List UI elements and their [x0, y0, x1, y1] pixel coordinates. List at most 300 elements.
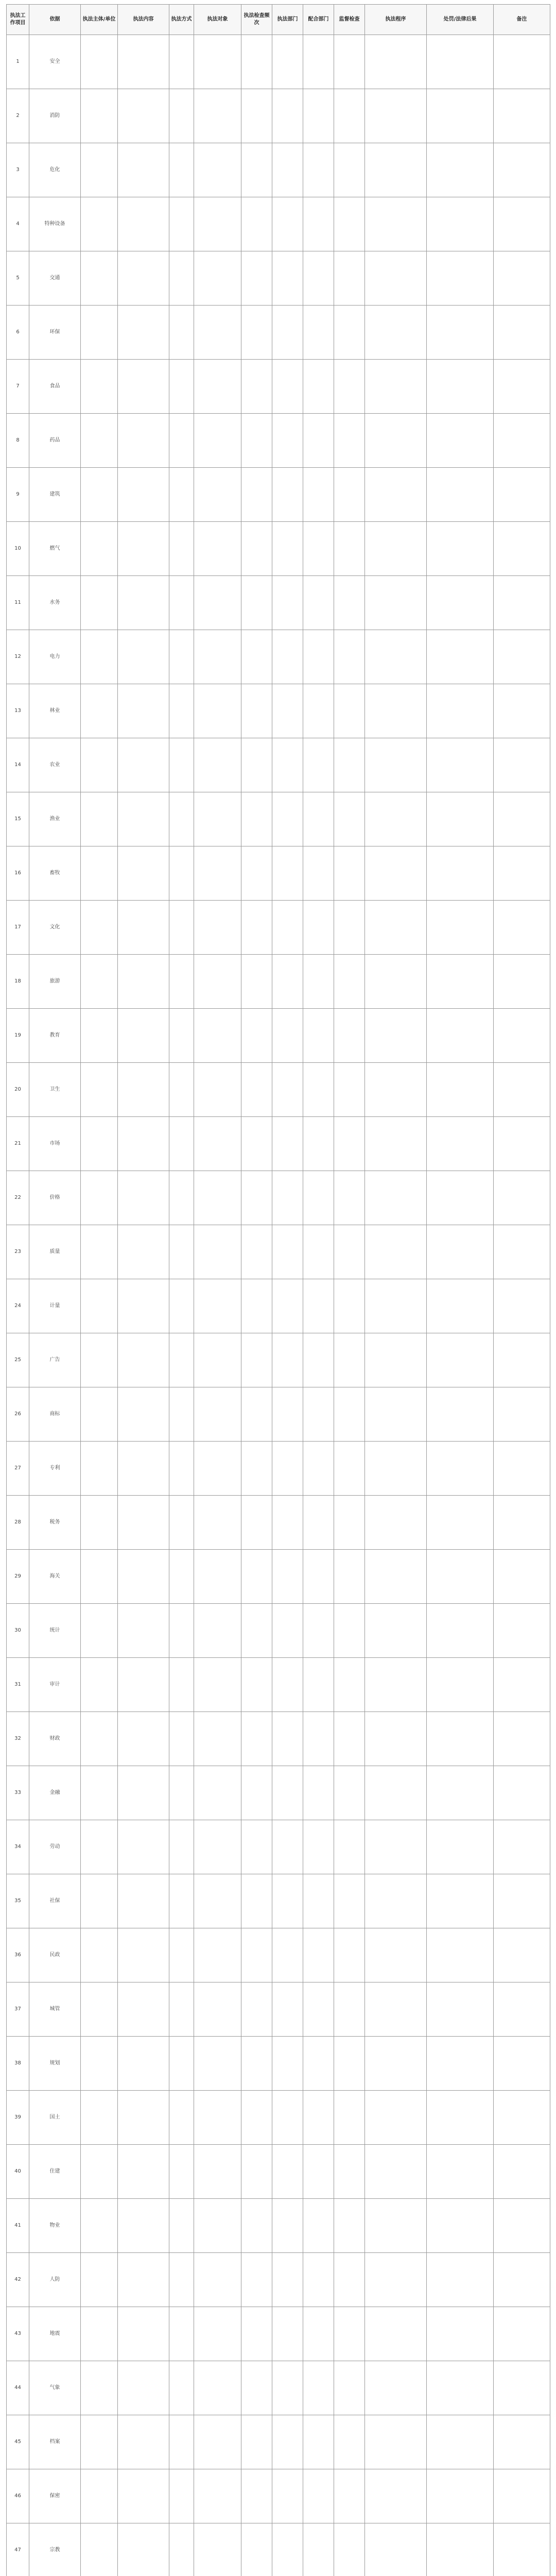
table-cell	[194, 2253, 241, 2307]
table-cell	[303, 143, 334, 197]
table-row	[7, 360, 550, 414]
table-cell	[427, 2361, 494, 2415]
table-cell	[118, 576, 169, 630]
table-cell	[427, 1333, 494, 1387]
table-cell	[334, 35, 365, 89]
table-cell	[494, 1496, 550, 1550]
table-cell	[272, 1333, 303, 1387]
row-number: 11	[7, 576, 29, 630]
table-cell	[365, 1658, 427, 1712]
table-cell	[334, 792, 365, 846]
table-cell	[118, 1766, 169, 1820]
table-cell	[427, 2091, 494, 2145]
table-cell	[334, 1063, 365, 1117]
row-name: 地震	[29, 2307, 81, 2361]
table-cell	[272, 522, 303, 576]
table-cell	[427, 2415, 494, 2469]
row-name: 统计	[29, 1604, 81, 1658]
row-number: 33	[7, 1766, 29, 1820]
table-cell	[365, 251, 427, 306]
table-cell	[241, 1766, 272, 1820]
table-cell	[241, 1171, 272, 1225]
table-cell	[365, 1442, 427, 1496]
row-name: 档案	[29, 2415, 81, 2469]
table-cell	[81, 2037, 118, 2091]
row-number: 34	[7, 1820, 29, 1874]
table-cell	[118, 2469, 169, 2523]
table-cell	[194, 846, 241, 901]
column-header: 执法对象	[194, 5, 241, 35]
row-name: 社保	[29, 1874, 81, 1928]
table-cell	[241, 1117, 272, 1171]
table-cell	[241, 35, 272, 89]
table-cell	[169, 414, 194, 468]
row-name: 审计	[29, 1658, 81, 1712]
table-cell	[272, 1604, 303, 1658]
table-cell	[241, 901, 272, 955]
table-cell	[241, 1279, 272, 1333]
row-name: 劳动	[29, 1820, 81, 1874]
table-cell	[241, 1387, 272, 1442]
row-name: 林业	[29, 684, 81, 738]
table-cell	[494, 2253, 550, 2307]
row-number: 2	[7, 89, 29, 143]
table-cell	[169, 2523, 194, 2576]
table-cell	[169, 1604, 194, 1658]
table-cell	[334, 1225, 365, 1279]
table-row	[7, 2253, 550, 2307]
row-number: 24	[7, 1279, 29, 1333]
table-cell	[194, 2415, 241, 2469]
table-cell	[494, 251, 550, 306]
table-cell	[334, 955, 365, 1009]
table-cell	[365, 89, 427, 143]
table-cell	[272, 792, 303, 846]
table-cell	[241, 143, 272, 197]
table-cell	[81, 251, 118, 306]
table-row	[7, 89, 550, 143]
table-cell	[241, 1496, 272, 1550]
table-cell	[427, 1225, 494, 1279]
table-cell	[81, 1874, 118, 1928]
table-cell	[118, 1604, 169, 1658]
table-cell	[241, 2199, 272, 2253]
table-cell	[81, 1333, 118, 1387]
table-cell	[494, 2091, 550, 2145]
table-cell	[118, 1496, 169, 1550]
table-cell	[365, 1279, 427, 1333]
table-cell	[272, 1820, 303, 1874]
table-cell	[81, 1009, 118, 1063]
table-cell	[427, 630, 494, 684]
table-cell	[494, 468, 550, 522]
table-cell	[494, 1225, 550, 1279]
table-cell	[303, 738, 334, 792]
table-cell	[365, 738, 427, 792]
table-cell	[81, 576, 118, 630]
row-name: 畜牧	[29, 846, 81, 901]
table-cell	[303, 684, 334, 738]
table-row	[7, 468, 550, 522]
table-cell	[365, 1009, 427, 1063]
table-row	[7, 1225, 550, 1279]
table-cell	[241, 306, 272, 360]
table-cell	[81, 1712, 118, 1766]
table-cell	[334, 1550, 365, 1604]
table-cell	[194, 414, 241, 468]
table-cell	[427, 306, 494, 360]
table-cell	[118, 684, 169, 738]
table-cell	[81, 846, 118, 901]
table-cell	[303, 1442, 334, 1496]
table-cell	[365, 1820, 427, 1874]
table-cell	[272, 1658, 303, 1712]
table-cell	[272, 2361, 303, 2415]
row-name: 财政	[29, 1712, 81, 1766]
table-cell	[303, 360, 334, 414]
table-cell	[427, 522, 494, 576]
table-row	[7, 1496, 550, 1550]
table-row	[7, 1766, 550, 1820]
table-cell	[241, 2037, 272, 2091]
table-cell	[334, 2037, 365, 2091]
table-cell	[169, 738, 194, 792]
table-cell	[365, 414, 427, 468]
table-cell	[494, 1333, 550, 1387]
table-cell	[169, 2199, 194, 2253]
table-cell	[427, 414, 494, 468]
table-cell	[303, 1550, 334, 1604]
table-cell	[194, 2145, 241, 2199]
table-row	[7, 1279, 550, 1333]
table-row	[7, 576, 550, 630]
table-cell	[118, 955, 169, 1009]
table-cell	[81, 1279, 118, 1333]
row-name: 消防	[29, 89, 81, 143]
table-cell	[81, 2361, 118, 2415]
table-cell	[272, 1442, 303, 1496]
table-cell	[427, 2253, 494, 2307]
table-cell	[169, 1658, 194, 1712]
table-cell	[494, 1820, 550, 1874]
table-cell	[494, 35, 550, 89]
table-cell	[272, 1171, 303, 1225]
table-cell	[241, 1550, 272, 1604]
row-number: 9	[7, 468, 29, 522]
table-cell	[303, 630, 334, 684]
row-number: 25	[7, 1333, 29, 1387]
row-name: 计量	[29, 1279, 81, 1333]
table-cell	[169, 251, 194, 306]
table-cell	[81, 2523, 118, 2576]
table-cell	[118, 89, 169, 143]
table-cell	[334, 1171, 365, 1225]
table-cell	[194, 1928, 241, 1982]
table-cell	[303, 1874, 334, 1928]
table-cell	[427, 1279, 494, 1333]
table-cell	[81, 1658, 118, 1712]
table-cell	[334, 468, 365, 522]
table-cell	[365, 306, 427, 360]
row-name: 食品	[29, 360, 81, 414]
table-cell	[272, 1712, 303, 1766]
table-cell	[81, 792, 118, 846]
table-cell	[494, 89, 550, 143]
table-cell	[427, 1874, 494, 1928]
table-row	[7, 2307, 550, 2361]
table-cell	[427, 1387, 494, 1442]
table-cell	[169, 2469, 194, 2523]
table-cell	[427, 468, 494, 522]
table-cell	[169, 1171, 194, 1225]
table-cell	[272, 360, 303, 414]
table-cell	[303, 197, 334, 251]
table-cell	[194, 1225, 241, 1279]
table-cell	[272, 1766, 303, 1820]
table-row	[7, 522, 550, 576]
table-cell	[334, 1982, 365, 2037]
table-cell	[427, 1928, 494, 1982]
table-cell	[169, 2253, 194, 2307]
table-cell	[427, 2037, 494, 2091]
table-cell	[427, 792, 494, 846]
table-cell	[169, 1442, 194, 1496]
table-cell	[241, 955, 272, 1009]
table-cell	[169, 1820, 194, 1874]
table-cell	[81, 414, 118, 468]
table-cell	[334, 576, 365, 630]
table-cell	[494, 630, 550, 684]
table-cell	[494, 684, 550, 738]
table-cell	[241, 2361, 272, 2415]
row-number: 31	[7, 1658, 29, 1712]
row-name: 交通	[29, 251, 81, 306]
table-cell	[365, 1063, 427, 1117]
table-cell	[272, 738, 303, 792]
table-cell	[334, 2253, 365, 2307]
table-cell	[169, 1496, 194, 1550]
row-name: 人防	[29, 2253, 81, 2307]
table-cell	[194, 1982, 241, 2037]
table-row	[7, 1712, 550, 1766]
table-cell	[118, 2253, 169, 2307]
table-cell	[118, 414, 169, 468]
table-cell	[169, 2145, 194, 2199]
table-cell	[303, 1387, 334, 1442]
row-name: 电力	[29, 630, 81, 684]
column-header: 备注	[494, 5, 550, 35]
table-cell	[241, 1712, 272, 1766]
table-cell	[303, 2469, 334, 2523]
table-cell	[494, 1712, 550, 1766]
table-cell	[303, 2145, 334, 2199]
table-row	[7, 1009, 550, 1063]
table-cell	[334, 143, 365, 197]
table-cell	[303, 1928, 334, 1982]
table-cell	[334, 2199, 365, 2253]
row-name: 文化	[29, 901, 81, 955]
table-cell	[334, 1766, 365, 1820]
table-cell	[334, 2469, 365, 2523]
row-number: 16	[7, 846, 29, 901]
row-number: 43	[7, 2307, 29, 2361]
table-cell	[494, 2415, 550, 2469]
table-cell	[272, 1874, 303, 1928]
table-cell	[118, 792, 169, 846]
table-cell	[303, 522, 334, 576]
table-row	[7, 2415, 550, 2469]
table-cell	[81, 955, 118, 1009]
table-cell	[494, 2145, 550, 2199]
table-cell	[169, 1009, 194, 1063]
table-cell	[427, 1117, 494, 1171]
table-cell	[241, 1658, 272, 1712]
row-number: 30	[7, 1604, 29, 1658]
column-header: 执法部门	[272, 5, 303, 35]
table-cell	[118, 2415, 169, 2469]
table-cell	[365, 2523, 427, 2576]
table-cell	[194, 2037, 241, 2091]
table-row	[7, 2523, 550, 2576]
table-cell	[241, 1820, 272, 1874]
table-cell	[427, 1604, 494, 1658]
table-row	[7, 2199, 550, 2253]
table-row	[7, 1117, 550, 1171]
table-cell	[365, 1387, 427, 1442]
table-cell	[118, 1928, 169, 1982]
column-header: 依据	[29, 5, 81, 35]
table-cell	[81, 1171, 118, 1225]
table-cell	[334, 1496, 365, 1550]
table-cell	[81, 35, 118, 89]
table-cell	[303, 2037, 334, 2091]
row-name: 物业	[29, 2199, 81, 2253]
table-row	[7, 738, 550, 792]
table-cell	[303, 35, 334, 89]
table-cell	[272, 143, 303, 197]
row-name: 专利	[29, 1442, 81, 1496]
row-number: 13	[7, 684, 29, 738]
table-cell	[494, 2523, 550, 2576]
table-cell	[81, 306, 118, 360]
table-cell	[272, 468, 303, 522]
table-cell	[272, 251, 303, 306]
table-cell	[118, 1117, 169, 1171]
table-cell	[427, 684, 494, 738]
table-cell	[365, 576, 427, 630]
row-name: 价格	[29, 1171, 81, 1225]
table-cell	[365, 2469, 427, 2523]
table-cell	[194, 1550, 241, 1604]
table-cell	[241, 360, 272, 414]
table-cell	[494, 846, 550, 901]
table-cell	[494, 2307, 550, 2361]
row-name: 质量	[29, 1225, 81, 1279]
table-cell	[303, 2199, 334, 2253]
table-cell	[81, 1928, 118, 1982]
table-cell	[241, 738, 272, 792]
table-cell	[494, 1874, 550, 1928]
table-row	[7, 1442, 550, 1496]
table-cell	[81, 684, 118, 738]
regulation-table-sheet	[6, 4, 550, 2576]
row-number: 45	[7, 2415, 29, 2469]
table-cell	[365, 468, 427, 522]
table-cell	[272, 2253, 303, 2307]
table-cell	[241, 2307, 272, 2361]
table-row	[7, 846, 550, 901]
table-cell	[169, 1550, 194, 1604]
column-header: 配合部门	[303, 5, 334, 35]
table-cell	[169, 143, 194, 197]
table-cell	[334, 2361, 365, 2415]
table-cell	[303, 468, 334, 522]
table-cell	[118, 1009, 169, 1063]
table-cell	[303, 1496, 334, 1550]
row-name: 卫生	[29, 1063, 81, 1117]
table-row	[7, 1820, 550, 1874]
table-cell	[334, 251, 365, 306]
table-cell	[241, 2469, 272, 2523]
table-cell	[241, 2415, 272, 2469]
table-cell	[241, 1874, 272, 1928]
table-cell	[272, 1063, 303, 1117]
table-cell	[427, 1171, 494, 1225]
table-cell	[194, 1766, 241, 1820]
table-cell	[169, 1117, 194, 1171]
table-cell	[194, 360, 241, 414]
table-cell	[241, 576, 272, 630]
row-number: 15	[7, 792, 29, 846]
table-cell	[241, 1333, 272, 1387]
table-cell	[303, 1604, 334, 1658]
table-cell	[334, 1604, 365, 1658]
table-cell	[334, 2307, 365, 2361]
table-cell	[303, 1117, 334, 1171]
table-cell	[303, 1009, 334, 1063]
table-cell	[194, 1009, 241, 1063]
table-cell	[427, 360, 494, 414]
table-cell	[334, 846, 365, 901]
column-header: 执法主体/单位	[81, 5, 118, 35]
table-cell	[194, 1279, 241, 1333]
table-cell	[81, 89, 118, 143]
table-cell	[194, 1604, 241, 1658]
table-row	[7, 792, 550, 846]
table-cell	[118, 35, 169, 89]
table-cell	[427, 2307, 494, 2361]
table-cell	[334, 1928, 365, 1982]
table-cell	[303, 251, 334, 306]
table-row	[7, 630, 550, 684]
table-cell	[169, 630, 194, 684]
row-name: 宗教	[29, 2523, 81, 2576]
table-cell	[81, 1550, 118, 1604]
table-cell	[241, 846, 272, 901]
table-cell	[194, 2469, 241, 2523]
table-cell	[272, 1279, 303, 1333]
table-cell	[334, 630, 365, 684]
table-cell	[365, 630, 427, 684]
table-cell	[427, 846, 494, 901]
table-cell	[194, 1387, 241, 1442]
table-cell	[365, 2415, 427, 2469]
table-row	[7, 1550, 550, 1604]
table-cell	[303, 1982, 334, 2037]
table-cell	[365, 143, 427, 197]
table-cell	[272, 2415, 303, 2469]
table-cell	[194, 1874, 241, 1928]
